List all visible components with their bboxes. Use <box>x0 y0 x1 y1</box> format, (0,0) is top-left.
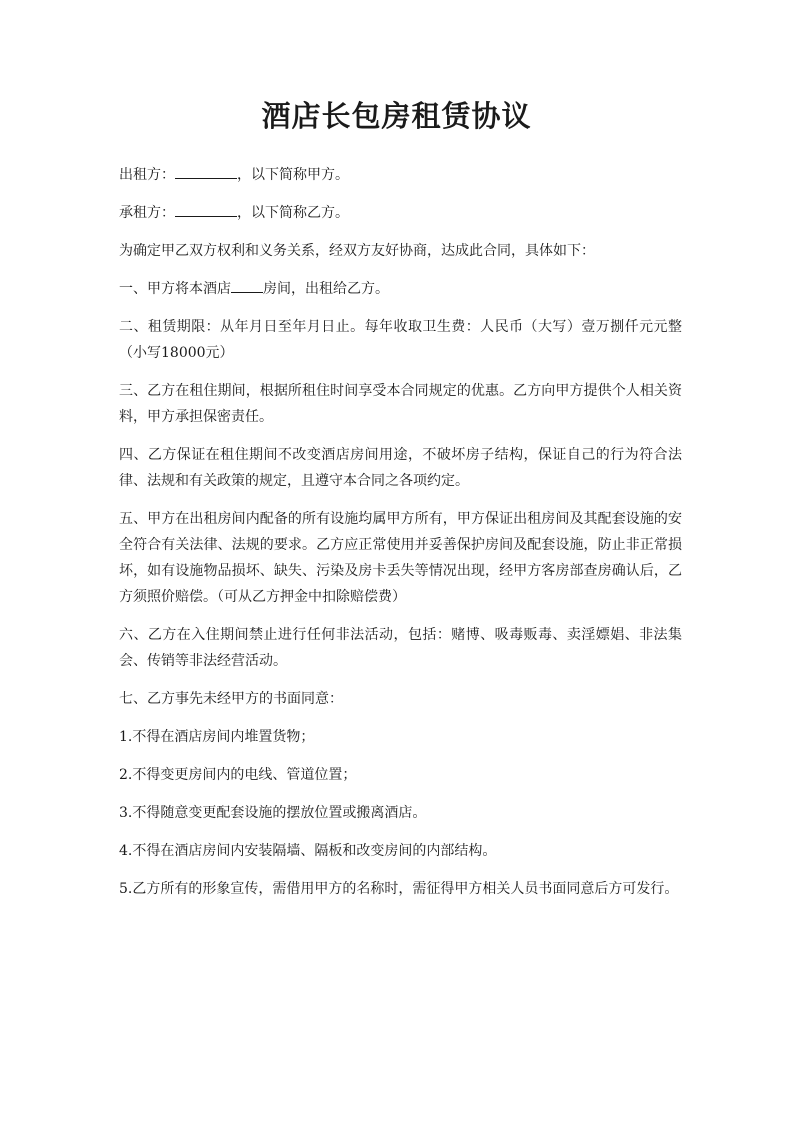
lessee-suffix: ，以下简称乙方。 <box>237 205 349 221</box>
lessee-blank <box>175 201 237 217</box>
clause-1 <box>119 276 682 302</box>
lessee-label: 承租方： <box>119 205 175 221</box>
lessee-line <box>119 200 682 226</box>
document-body <box>119 162 682 914</box>
list-item: 4.不得在酒店房间内安装隔墙、隔板和改变房间的内部结构。 <box>119 843 497 859</box>
intro-paragraph: 为确定甲乙双方权利和义务关系，经双方友好协商，达成此合同，具体如下： <box>119 243 595 259</box>
list-item: 2.不得变更房间内的电线、管道位置； <box>119 767 357 783</box>
clause-5: 五、甲方在出租房间内配备的所有设施均属甲方所有，甲方保证出租房间及其配套设施的安全符合有关法律、法规的要求。乙方应正常使用并妥善保护房间及配套设施，防止非正常损坏，如有设施物品损坏、缺失、污染及房卡丢失等情况出现，经甲方客房部查房确认后，乙方须照价赔偿。（可从乙方押金中扣除赔偿费） <box>119 511 682 605</box>
lessor-line <box>119 162 682 188</box>
list-item: 5.乙方所有的形象宣传，需借用甲方的名称时，需征得甲方相关人员书面同意后方可发行。 <box>119 881 679 897</box>
clause-1-prefix: 一、甲方将本酒店 <box>119 281 231 297</box>
list-item: 1.不得在酒店房间内堆置货物； <box>119 729 315 745</box>
clause-3: 三、乙方在租住期间，根据所租住时间享受本合同规定的优惠。乙方向甲方提供个人相关资料，甲方承担保密责任。 <box>119 383 682 425</box>
lessor-suffix: ，以下简称甲方。 <box>237 167 349 183</box>
clause-2: 二、租赁期限：从年月日至年月日止。每年收取卫生费：人民币（大写）壹万捌仟元元整（小写18000元） <box>119 319 682 361</box>
lessor-label: 出租方： <box>119 167 175 183</box>
lessor-blank <box>175 163 237 179</box>
clause-7: 七、乙方事先未经甲方的书面同意： <box>119 691 343 707</box>
clause-4: 四、乙方保证在租住期间不改变酒店房间用途，不破坏房子结构，保证自己的行为符合法律、法规和有关政策的规定，且遵守本合同之各项约定。 <box>119 447 682 489</box>
room-number-blank <box>231 277 263 293</box>
list-item: 3.不得随意变更配套设施的摆放位置或搬离酒店。 <box>119 805 427 821</box>
document-title: 酒店长包房租赁协议 <box>261 99 532 133</box>
clause-6: 六、乙方在入住期间禁止进行任何非法活动，包括：赌博、吸毒贩毒、卖淫嫖娼、非法集会、传销等非法经营活动。 <box>119 627 682 669</box>
clause-1-suffix: 房间，出租给乙方。 <box>263 281 389 297</box>
